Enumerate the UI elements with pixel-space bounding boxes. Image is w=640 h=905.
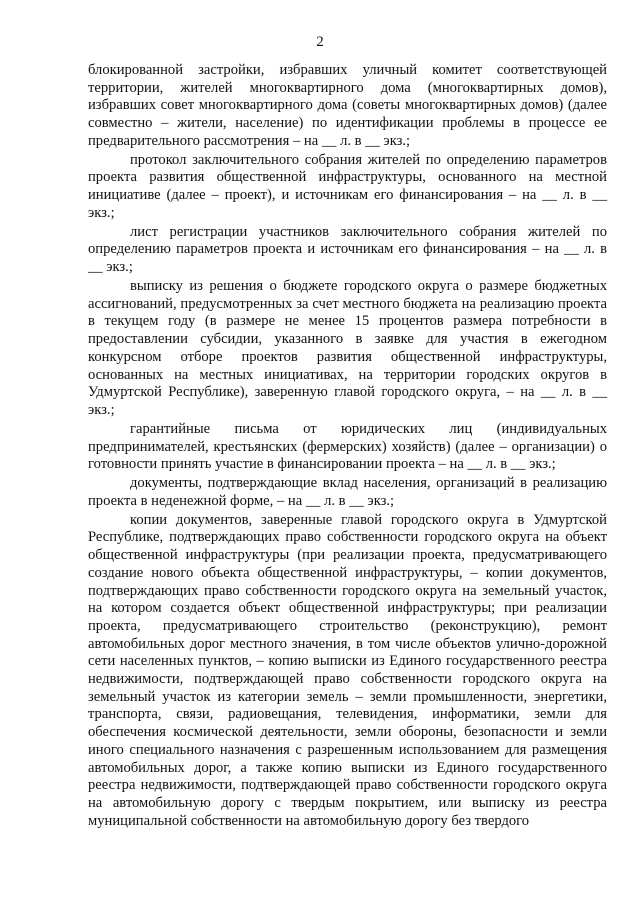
paragraph-guarantee-letters: гарантийные письма от юридических лиц (индивидуальных предпринимателей, крестьянских (фермерских) хозяйств) (далее – организации) о готовности принять участие в финансировании проекта – на __ л. в __ экз.; [88, 420, 607, 473]
page-number: 2 [316, 34, 324, 50]
paragraph-final-meeting-protocol: протокол заключительного собрания жителей по определению параметров проекта развития общественной инфраструктуры, основанного на местной инициативе (далее – проект), и источникам его финансирования – на __ л. в __ экз.; [88, 151, 607, 221]
paragraph-non-monetary-contribution: документы, подтверждающие вклад населения, организаций в реализацию проекта в неденежной форме, – на __ л. в __ экз.; [88, 475, 607, 509]
paragraph-residents-identification: блокированной застройки, избравших уличный комитет соответствующей территории, жителей многоквартирного дома (многоквартирных домов), избравших совет многоквартирного дома (советы многоквартирных домов) (далее совместно – жители, население) по идентификации проблемы в процессе ее предварительного рассмотрения – на __ л. в __ экз.; [88, 62, 607, 149]
document-body [88, 62, 607, 832]
paragraph-ownership-documents: копии документов, заверенные главой городского округа в Удмуртской Республике, подтверждающих право собственности городского округа на объект общественной инфраструктуры (при реализации проекта, предусматривающего создание нового объекта общественной инфраструктуры, – копии документов, подтверждающих право собственности городского округа на земельный участок, на котором создается объект общественной инфраструктуры; при реализации проекта, предусматривающего строительство (реконструкцию), ремонт автомобильных дорог местного значения, в том числе объектов улично-дорожной сети населенных пунктов, – копию выписки из Единого государственного реестра недвижимости, подтверждающей право собственности городского округа на земельный участок из категории земель – земли промышленности, энергетики, транспорта, связи, радиовещания, телевидения, информатики, земли для обеспечения космической деятельности, земли обороны, безопасности и земли иного специального назначения с разрешенным использованием для размещения автомобильных дорог, а также копию выписки из Единого государственного реестра недвижимости, подтверждающей право собственности городского округа на автомобильную дорогу с твердым покрытием, или выписку из реестра муниципальной собственности на автомобильную дорогу без твердого [88, 511, 607, 829]
paragraph-budget-extract: выписку из решения о бюджете городского округа о размере бюджетных ассигнований, предусмотренных за счет местного бюджета на реализацию проекта в текущем году (в размере не менее 15 процентов размера потребности в предоставлении субсидии, указанного в заявке для участия в ежегодном конкурсном отборе проектов развития общественной инфраструктуры, основанных на местных инициативах, на территории городских округов в Удмуртской Республике), заверенную главой городского округа, – на __ л. в __ экз.; [88, 278, 607, 418]
paragraph-registration-list: лист регистрации участников заключительного собрания жителей по определению параметров проекта и источникам его финансирования – на __ л. в __ экз.; [88, 223, 607, 276]
